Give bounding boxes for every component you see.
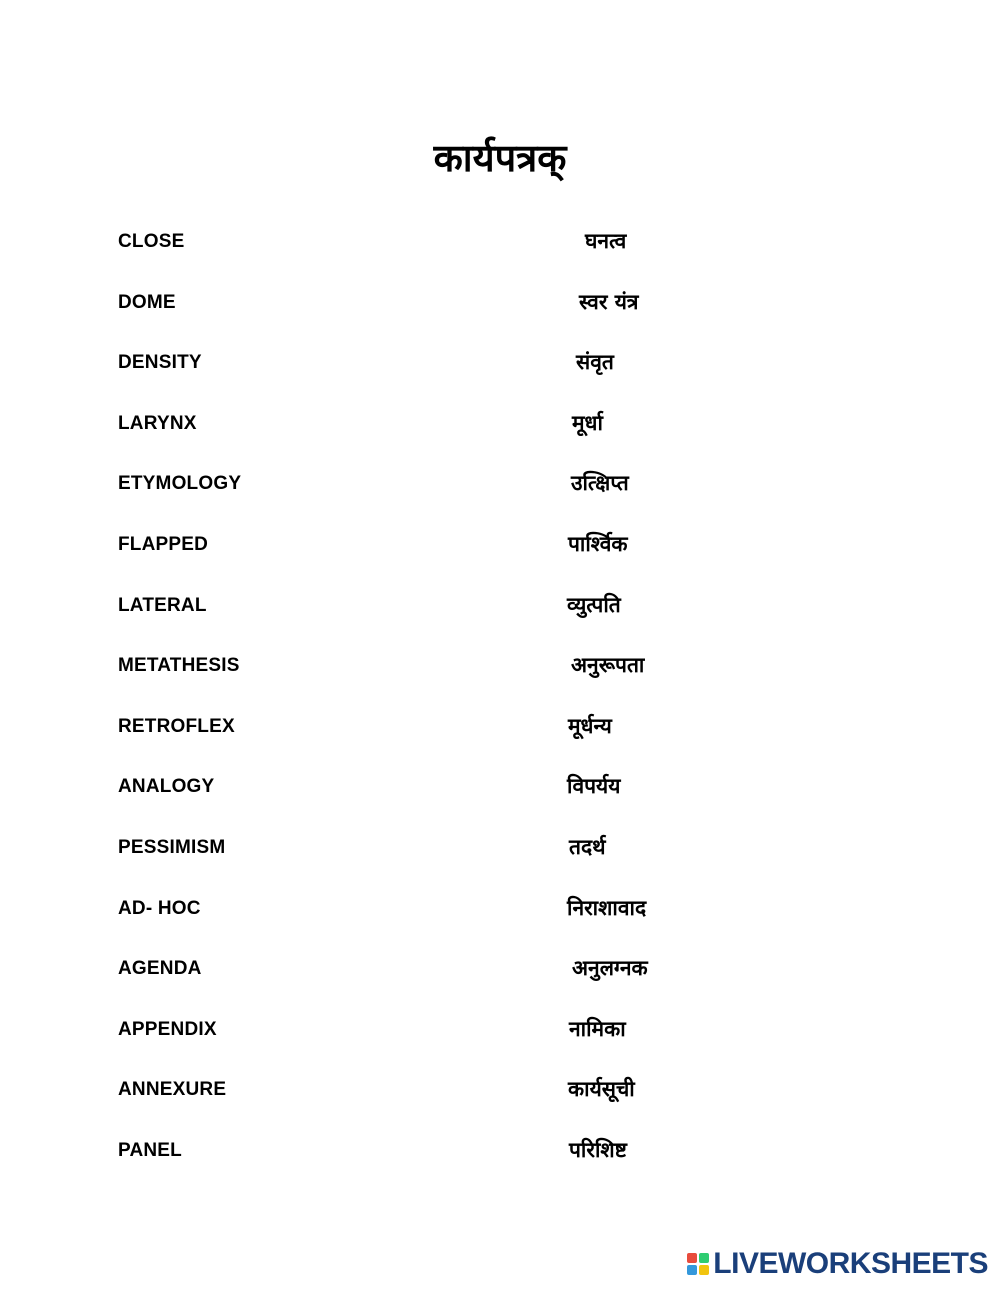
word-row: [0, 394, 1000, 455]
word-row: [0, 879, 1000, 940]
word-row: [0, 515, 1000, 576]
english-word: DOME: [118, 291, 176, 313]
word-row: [0, 212, 1000, 273]
word-row: [0, 818, 1000, 879]
word-row: [0, 1121, 1000, 1182]
hindi-word: मूर्धा: [572, 410, 603, 435]
english-word: ETYMOLOGY: [118, 473, 242, 495]
english-word: APPENDIX: [118, 1018, 217, 1040]
english-word: RETROFLEX: [118, 715, 235, 737]
hindi-word: विपर्यय: [567, 774, 621, 799]
english-word: AD- HOC: [118, 897, 201, 919]
english-word: METATHESIS: [118, 655, 240, 677]
hindi-word: संवृत: [576, 350, 614, 375]
hindi-word: अनुरूपता: [571, 653, 645, 678]
hindi-word: पार्श्विक: [568, 531, 628, 556]
hindi-word: घनत्व: [585, 229, 627, 253]
word-row: [0, 757, 1000, 818]
english-word: ANALOGY: [118, 776, 215, 798]
english-word: FLAPPED: [118, 533, 209, 555]
english-word: CLOSE: [118, 231, 185, 252]
word-row: [0, 697, 1000, 758]
english-word: PESSIMISM: [118, 836, 226, 858]
word-row: [0, 1060, 1000, 1121]
logo-square: [687, 1265, 697, 1275]
english-word: ANNEXURE: [118, 1079, 227, 1101]
english-word: LATERAL: [118, 594, 207, 616]
hindi-word: व्युत्पति: [567, 592, 621, 617]
liveworksheets-logo: [687, 1244, 988, 1284]
hindi-word: स्वर यंत्र: [579, 289, 639, 314]
word-row: [0, 636, 1000, 697]
hindi-word: निराशावाद: [567, 895, 647, 920]
word-row: [0, 576, 1000, 637]
hindi-word: अनुलग्नक: [572, 956, 648, 981]
english-word: DENSITY: [118, 352, 202, 374]
hindi-word: कार्यसूची: [568, 1077, 635, 1102]
english-word: PANEL: [118, 1139, 182, 1161]
word-row: [0, 454, 1000, 515]
word-list: [0, 212, 1000, 1182]
word-row: [0, 1000, 1000, 1061]
hindi-word: तदर्थ: [569, 834, 606, 859]
logo-square: [699, 1265, 709, 1275]
word-row: [0, 273, 1000, 334]
logo-text: LIVEWORKSHEETS: [713, 1247, 988, 1280]
hindi-word: उत्क्षिप्त: [571, 471, 629, 496]
logo-square: [687, 1253, 697, 1263]
word-row: [0, 333, 1000, 394]
word-row: [0, 939, 1000, 1000]
hindi-word: नामिका: [569, 1016, 626, 1041]
english-word: AGENDA: [118, 958, 202, 980]
hindi-word: मूर्धन्य: [568, 713, 612, 738]
hindi-word: परिशिष्ट: [569, 1137, 627, 1162]
logo-square: [699, 1253, 709, 1263]
english-word: LARYNX: [118, 412, 197, 434]
logo-mark-icon: [687, 1253, 709, 1275]
page-title: कार्यपत्रक्: [433, 136, 567, 180]
